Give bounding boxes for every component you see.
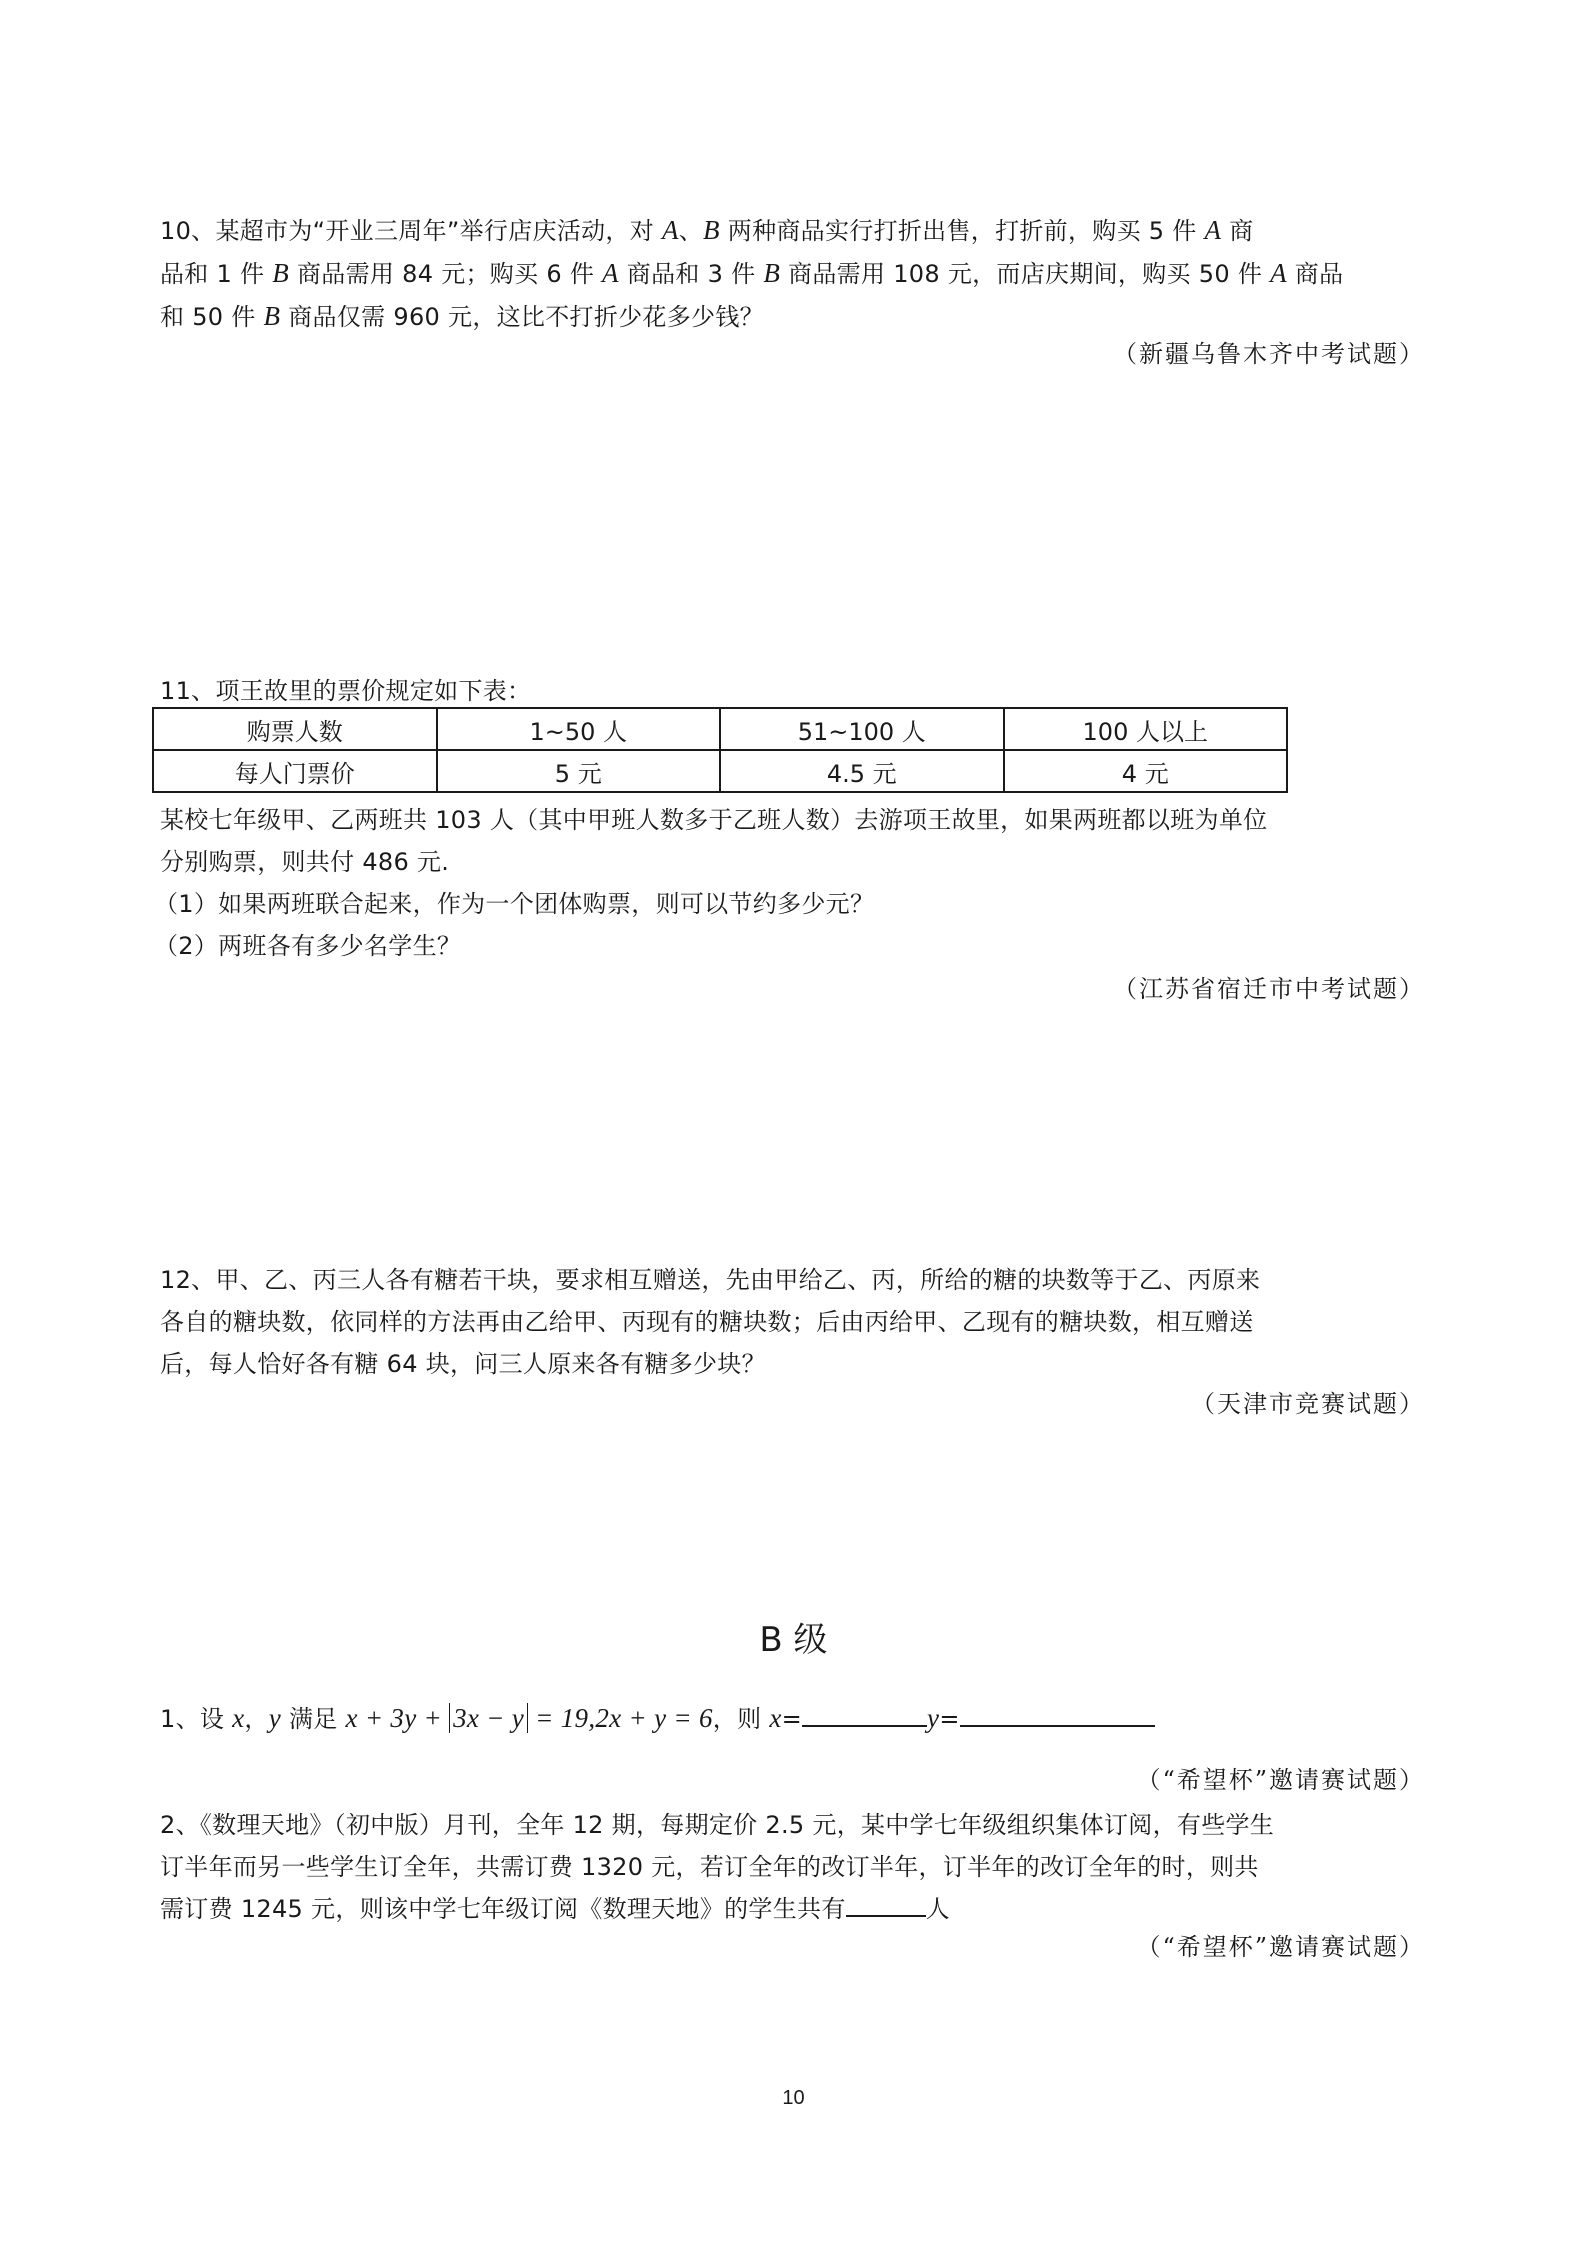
question-12 (160, 1259, 1430, 1385)
question-11-source: （江苏省宿迁市中考试题） (1113, 975, 1425, 1003)
answer-blank-y[interactable] (960, 1699, 1155, 1727)
b-question-2-line-1: 2、《数理天地》（初中版）月刊，全年 12 期，每期定价 2.5 元，某中学七年级组织集体订阅，有些学生 (160, 1811, 1275, 1839)
b-q1-eq-left: x + 3y + (345, 1703, 450, 1733)
question-11-intro (160, 670, 1430, 712)
b-q2-line3-prefix: 需订费 1245 元，则该中学七年级订阅《数理天地》的学生共有 (160, 1895, 846, 1923)
ticket-price-table (152, 707, 1288, 793)
b-q1-equals-y: = (939, 1705, 960, 1733)
b-q2-line3-suffix: 人 (925, 1895, 950, 1923)
answer-blank-students[interactable] (846, 1889, 926, 1917)
question-12-line-2: 各自的糖块数，依同样的方法再由乙给甲、丙现有的糖块数；后由丙给甲、乙现有的糖块数，相互赠送 (160, 1308, 1254, 1336)
question-10 (160, 209, 1430, 338)
b-q1-then: ，则 (712, 1705, 770, 1733)
page-number: 10 (782, 2087, 805, 2109)
question-11-sub-2: （2）两班各有多少名学生？ (154, 932, 462, 960)
table-row (153, 708, 1287, 750)
answer-blank-x[interactable] (802, 1699, 927, 1727)
table-cell: 每人门票价 (153, 750, 437, 792)
table-cell: 51~100 人 (720, 708, 1004, 750)
b-q1-eq-right: = 19,2x + y = 6 (528, 1703, 713, 1733)
table-cell: 5 元 (437, 750, 721, 792)
question-11-body (154, 799, 1430, 967)
table-cell: 1~50 人 (437, 708, 721, 750)
question-10-line-1: 10、某超市为“开业三周年”举行店庆活动，对 A、B 两种商品实行打折出售，打折前，购买 5 件 A 商 (160, 215, 1254, 245)
b-q1-x-label: x (769, 1703, 782, 1733)
b-question-2-source: （“希望杯”邀请赛试题） (1136, 1933, 1425, 1961)
b-q1-y-label: y (927, 1703, 940, 1733)
b-q1-mid: 满足 (281, 1705, 346, 1733)
table-cell: 100 人以上 (1004, 708, 1288, 750)
question-11-line-1: 某校七年级甲、乙两班共 103 人（其中甲班人数多于乙班人数）去游项王故里，如果两班都以班为单位 (160, 806, 1268, 834)
question-11-line-2: 分别购票，则共付 486 元. (160, 848, 450, 876)
table-cell: 购票人数 (153, 708, 437, 750)
b-question-1-line (160, 1697, 1430, 1740)
table-row (153, 750, 1287, 792)
question-12-line-3: 后，每人恰好各有糖 64 块，问三人原来各有糖多少块？ (160, 1350, 766, 1378)
b-question-1 (160, 1697, 1430, 1740)
b-q1-equals-x: = (781, 1705, 803, 1733)
question-11-intro-text: 11、项王故里的票价规定如下表： (160, 677, 532, 705)
b-question-2-line-2: 订半年而另一些学生订全年，共需订费 1320 元，若订全年的改订半年，订半年的改订全年的时，则共 (160, 1853, 1259, 1881)
question-12-line-1: 12、甲、乙、丙三人各有糖若干块，要求相互赠送，先由甲给乙、丙，所给的糖的块数等于乙、丙原来 (160, 1266, 1261, 1294)
b-q1-comma: ， (244, 1705, 269, 1733)
question-10-source: （新疆乌鲁木齐中考试题） (1113, 340, 1425, 368)
question-11-sub-1: （1）如果两班联合起来，作为一个团体购票，则可以节约多少元？ (154, 890, 875, 918)
section-b-heading: B 级 (759, 1620, 828, 1660)
question-10-line-3: 和 50 件 B 商品仅需 960 元，这比不打折少花多少钱？ (160, 301, 764, 331)
table-cell: 4.5 元 (720, 750, 1004, 792)
b-question-2 (160, 1804, 1430, 1930)
b-question-2-line-3 (160, 1888, 1430, 1930)
b-q1-prefix: 1、设 (160, 1705, 233, 1733)
b-q1-var-x: x (232, 1703, 245, 1733)
table-cell: 4 元 (1004, 750, 1288, 792)
b-question-1-source: （“希望杯”邀请赛试题） (1136, 1766, 1425, 1794)
question-12-source: （天津市竞赛试题） (1191, 1390, 1425, 1418)
question-10-line-2: 品和 1 件 B 商品需用 84 元；购买 6 件 A 商品和 3 件 B 商品需用 108 元，而店庆期间，购买 50 件 A 商品 (160, 258, 1344, 288)
b-q1-var-y: y (268, 1703, 282, 1733)
b-q1-abs-value: 3x − y (449, 1703, 528, 1733)
